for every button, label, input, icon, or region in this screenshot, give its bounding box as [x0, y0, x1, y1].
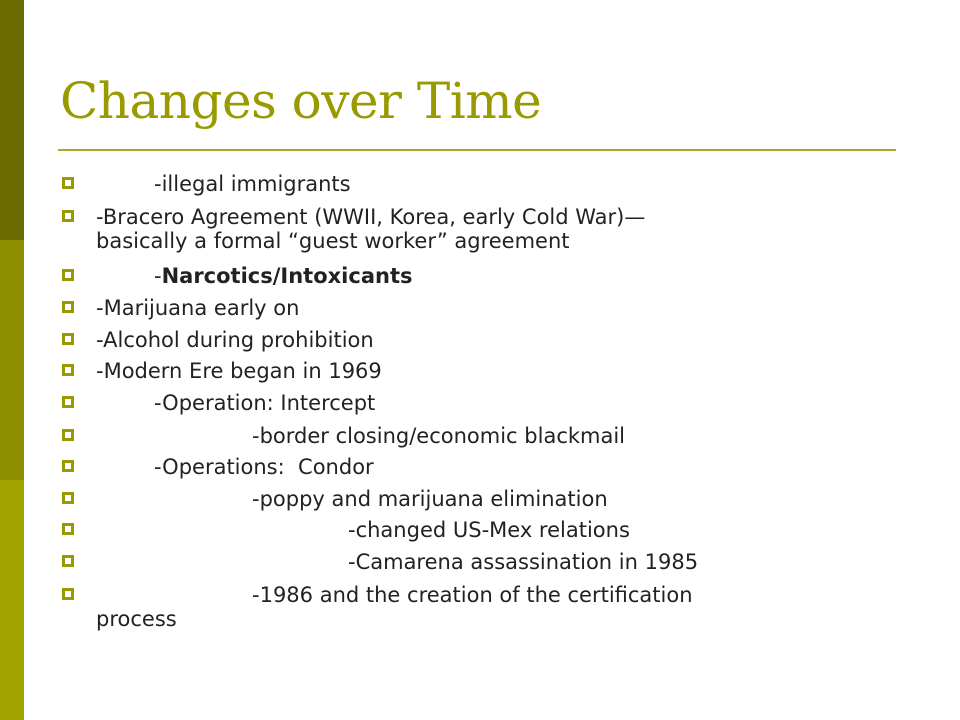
- bullet-text-continued: process: [96, 607, 177, 631]
- square-bullet-icon: [62, 301, 74, 313]
- list-item: [62, 455, 862, 479]
- bullet-text: -1986 and the creation of the certification: [252, 583, 693, 607]
- square-bullet-icon: [62, 333, 74, 345]
- square-bullet-icon: [62, 492, 74, 504]
- square-bullet-icon: [62, 523, 74, 535]
- slide-title: Changes over Time: [60, 72, 542, 130]
- list-item: [62, 328, 862, 352]
- list-item: [62, 205, 862, 253]
- list-item: [62, 359, 862, 383]
- square-bullet-icon: [62, 269, 74, 281]
- square-bullet-icon: [62, 555, 74, 567]
- square-bullet-icon: [62, 210, 74, 222]
- list-item: [62, 296, 862, 320]
- side-band-middle: [0, 240, 24, 480]
- bullet-text: -Camarena assassination in 1985: [348, 550, 699, 574]
- bullet-text: -Bracero Agreement (WWII, Korea, early Cold War)— basically a formal “guest worker” agreement: [96, 205, 646, 253]
- list-item: [62, 583, 862, 631]
- bullet-text: -Modern Ere began in 1969: [96, 359, 382, 383]
- title-underline: [58, 149, 896, 151]
- list-item: [62, 264, 862, 288]
- bullet-text: -changed US-Mex relations: [348, 518, 630, 542]
- bullet-text: -Operation: Intercept: [154, 391, 376, 415]
- bullet-text: -illegal immigrants: [154, 172, 351, 196]
- side-band-top: [0, 0, 24, 240]
- bullet-prefix: -: [154, 264, 162, 288]
- list-item: [62, 424, 862, 448]
- list-item: [62, 487, 862, 511]
- square-bullet-icon: [62, 588, 74, 600]
- list-item: [62, 550, 862, 574]
- side-band-bottom: [0, 480, 24, 720]
- square-bullet-icon: [62, 460, 74, 472]
- bullet-text: -Operations: Condor: [154, 455, 374, 479]
- square-bullet-icon: [62, 396, 74, 408]
- bullet-text: -poppy and marijuana elimination: [252, 487, 608, 511]
- bullet-text: -Alcohol during prohibition: [96, 328, 374, 352]
- bullet-bold-text: Narcotics/Intoxicants: [161, 264, 413, 288]
- list-item: [62, 518, 862, 542]
- square-bullet-icon: [62, 177, 74, 189]
- square-bullet-icon: [62, 429, 74, 441]
- bullet-text: -border closing/economic blackmail: [252, 424, 626, 448]
- bullet-text: -Marijuana early on: [96, 296, 300, 320]
- list-item: [62, 391, 862, 415]
- list-item: [62, 172, 862, 196]
- square-bullet-icon: [62, 364, 74, 376]
